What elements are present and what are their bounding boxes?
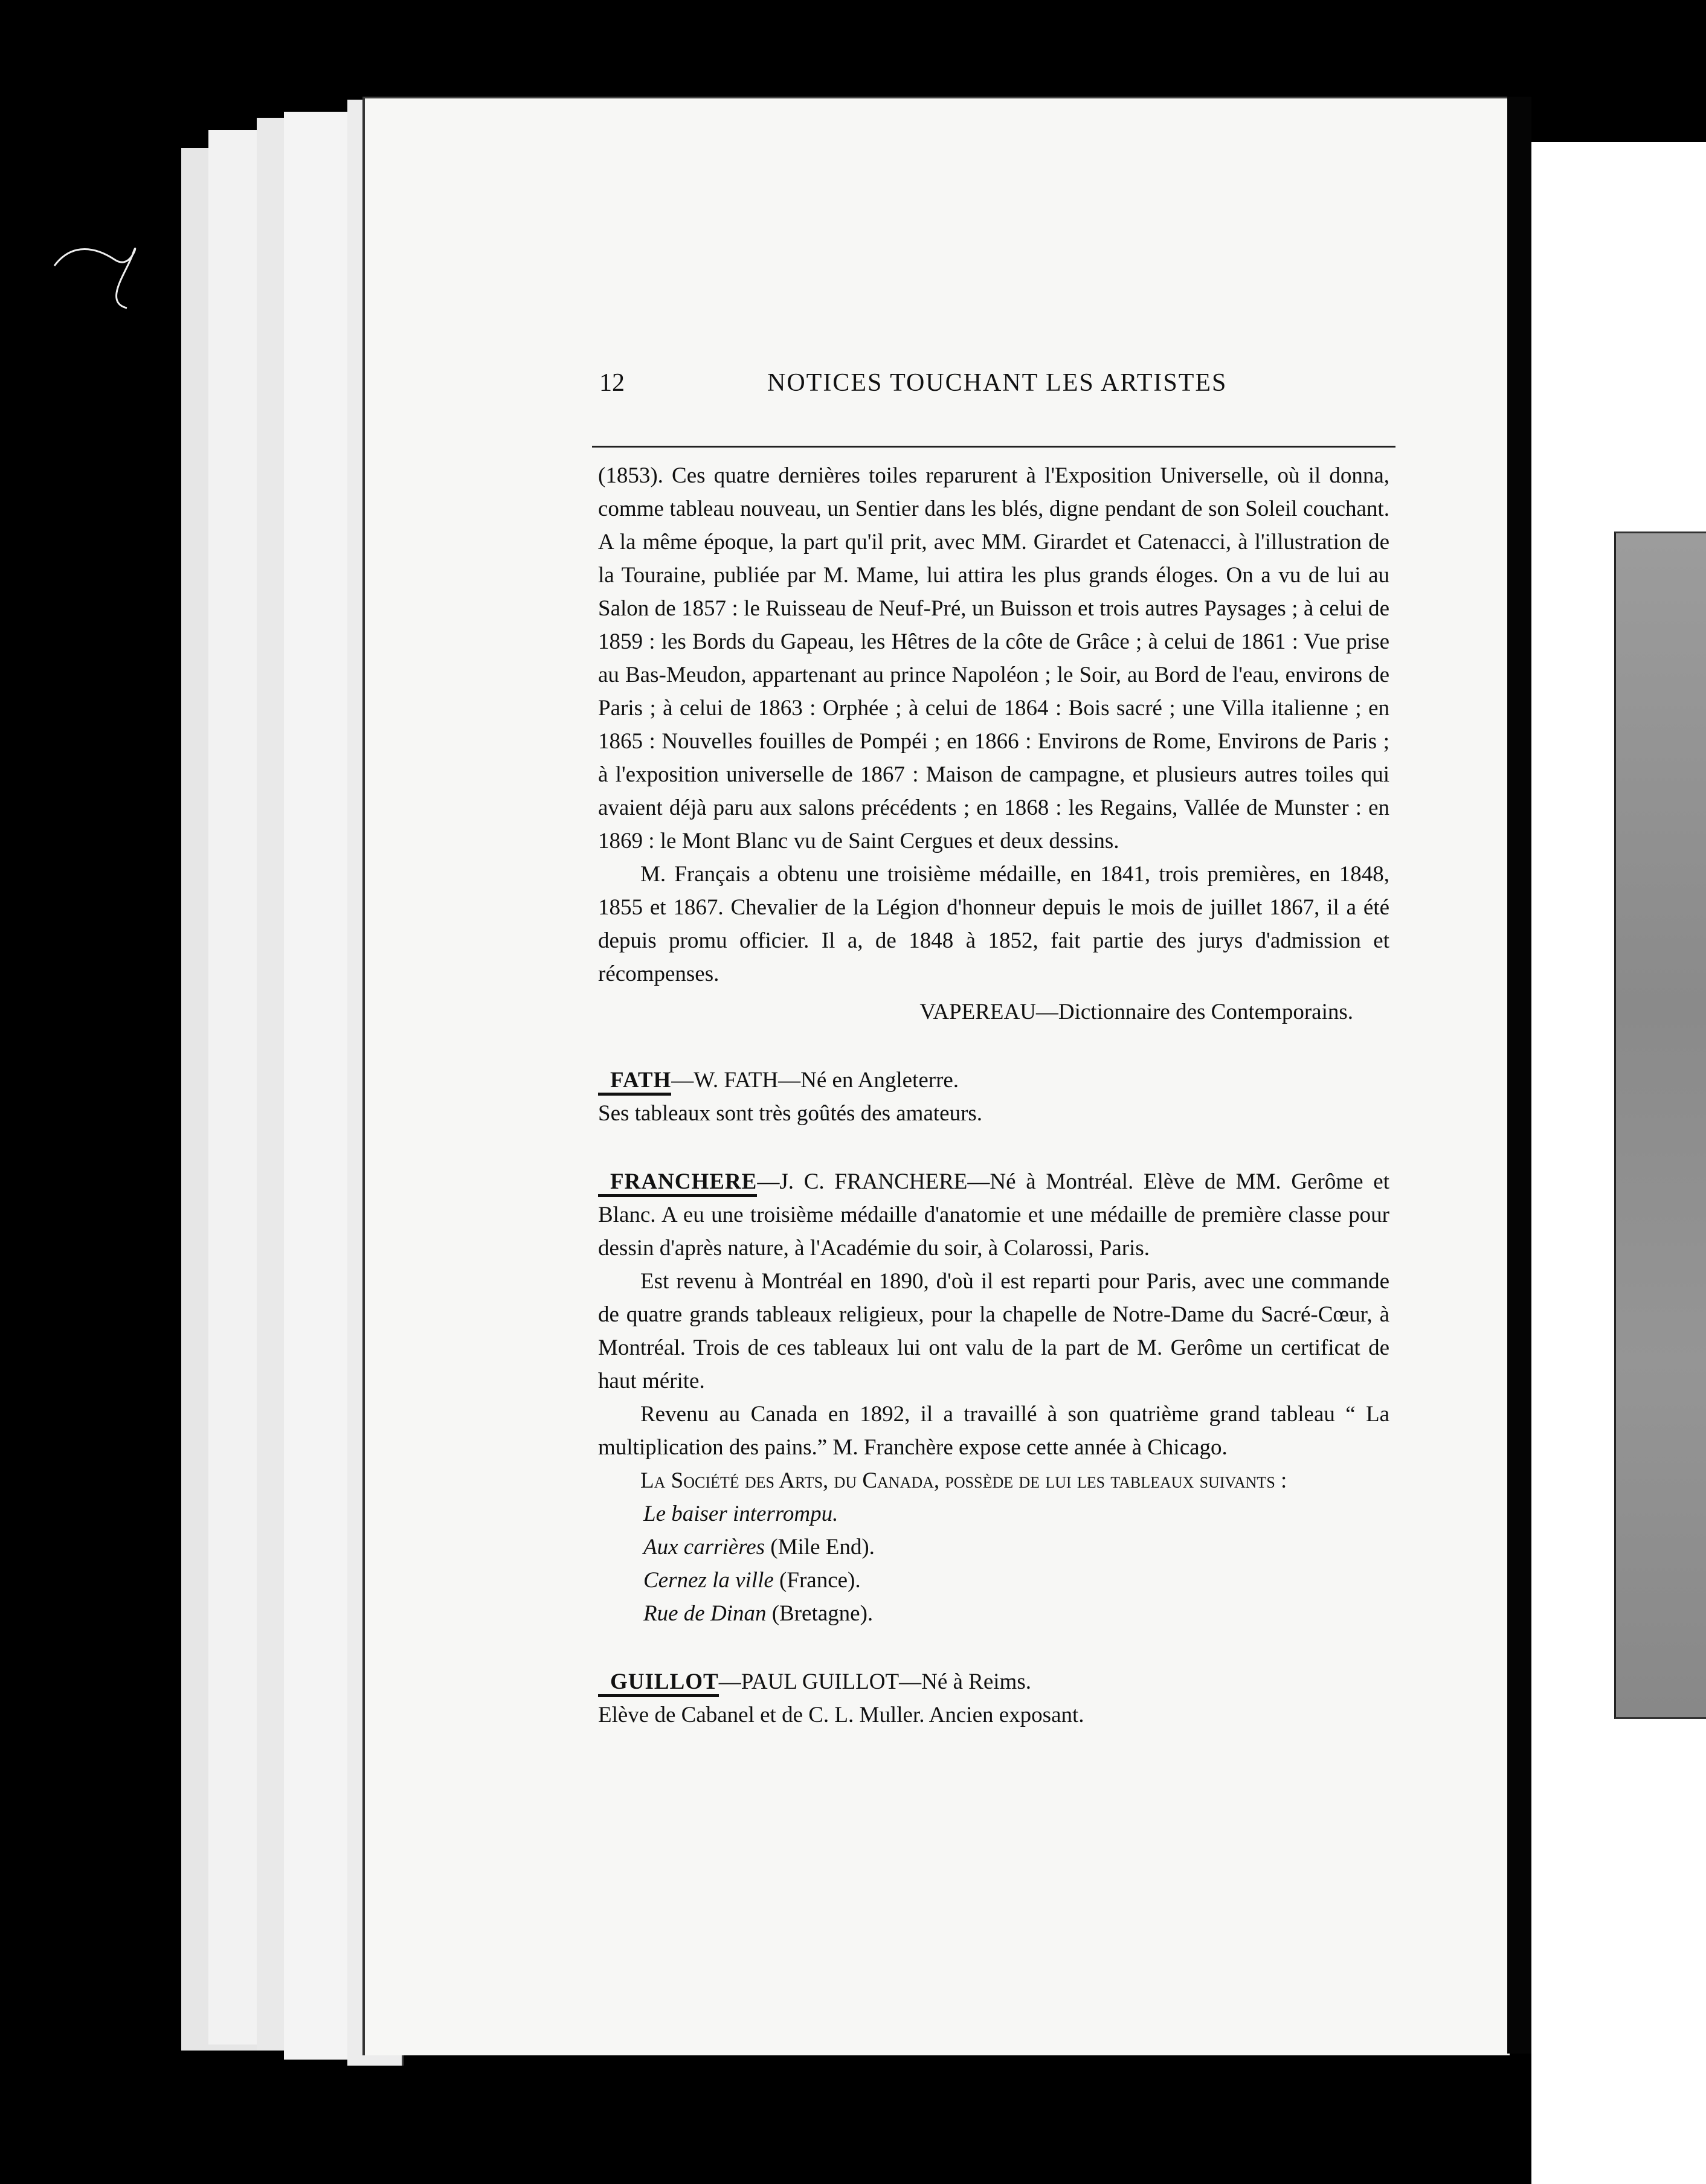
work-place: (France). [779,1568,861,1593]
entry-intro: —J. C. FRANCHERE—Né à Montréal. Elève de MM. Gerôme et Blanc. A eu une troisième médaille d'anatomie et une médaille de première classe pour dessin d'après nature, à l'Académie du soir, à Colarossi, Paris. [598,1169,1389,1261]
entry-fath [598,1064,1389,1130]
entry-name: FATH [598,1068,671,1096]
stray-thread [48,230,145,314]
work-place: (Mile End). [770,1535,875,1559]
running-head [568,368,1426,417]
paragraph: La Société des Arts, du Canada, possède de lui les tableaux suivants : [640,1468,1287,1493]
list-item [643,1497,1389,1530]
entry-text: Ses tableaux sont très goûtés des amateurs. [598,1101,983,1126]
entry-text: Elève de Cabanel et de C. L. Muller. Ancien exposant. [598,1703,1084,1727]
page-text [568,368,1426,1727]
entry-intro: —PAUL GUILLOT—Né à Reims. [718,1669,1031,1694]
source-citation: VAPEREAU—Dictionnaire des Contemporains. [919,1000,1353,1024]
works-list [598,1497,1389,1630]
paragraph: M. Français a obtenu une troisième médaille, en 1841, trois premières, en 1848, 1855 et 1867. Chevalier de la Légion d'honneur depuis le mois de juillet 1867, il a été depuis promu officier. Il a, de 1848 à 1852, fait partie des jurys d'admission et récompenses. [598,862,1389,986]
facing-plate-image [1614,532,1706,1719]
body-text [598,459,1389,1732]
running-title: NOTICES TOUCHANT LES ARTISTES [767,369,1228,397]
work-title: Le baiser interrompu. [643,1502,839,1526]
list-item [643,1597,1389,1630]
paragraph: Revenu au Canada en 1892, il a travaillé à son quatrième grand tableau “ La multiplication des pains.” M. Franchère expose cette année à Chicago. [598,1402,1389,1460]
work-place: (Bretagne). [771,1601,874,1626]
entry-intro: —W. FATH—Né en Angleterre. [671,1068,959,1093]
paragraph: Est revenu à Montréal en 1890, d'où il est reparti pour Paris, avec une commande de quatre grands tableaux religieux, pour la chapelle de Notre-Dame du Sacré-Cœur, à Montréal. Trois de ces tableaux lui ont valu de la part de M. Gerôme un certificat de haut mérite. [598,1269,1389,1393]
list-item [643,1564,1389,1597]
work-title: Aux carrières [643,1535,765,1559]
list-item [643,1530,1389,1564]
gutter [1507,97,1531,2054]
work-title: Cernez la ville [643,1568,774,1593]
entry-guillot [598,1665,1389,1732]
page-number: 12 [599,369,625,397]
entry-franchere [598,1165,1389,1630]
entry-name: FRANCHERE [598,1169,757,1197]
head-rule [592,446,1395,448]
entry-name: GUILLOT [598,1669,719,1697]
paragraph: (1853). Ces quatre dernières toiles reparurent à l'Exposition Universelle, où il donna, comme tableau nouveau, un Sentier dans les blés, digne pendant de son Soleil couchant. A la même époque, la part qu'il prit, avec MM. Girardet et Catenacci, à l'illustration de la Touraine, publiée par M. Mame, lui attira les plus grands éloges. On a vu de lui au Salon de 1857 : le Ruisseau de Neuf-Pré, un Buisson et trois autres Paysages ; à celui de 1859 : les Bords du Gapeau, les Hêtres de la côte de Grâce ; à celui de 1861 : Vue prise au Bas-Meudon, appartenant au prince Napoléon ; le Soir, au Bord de l'eau, environs de Paris ; à celui de 1863 : Orphée ; à celui de 1864 : Bois sacré ; une Villa italienne ; en 1865 : Nouvelles fouilles de Pompéi ; en 1866 : Environs de Rome, Environs de Paris ; à l'exposition universelle de 1867 : Maison de campagne, et plusieurs autres toiles qui avaient déjà paru aux salons précédents ; en 1868 : les Regains, Vallée de Munster : en 1869 : le Mont Blanc vu de Saint Cergues et deux dessins. [598,463,1389,853]
work-title: Rue de Dinan [643,1601,767,1626]
